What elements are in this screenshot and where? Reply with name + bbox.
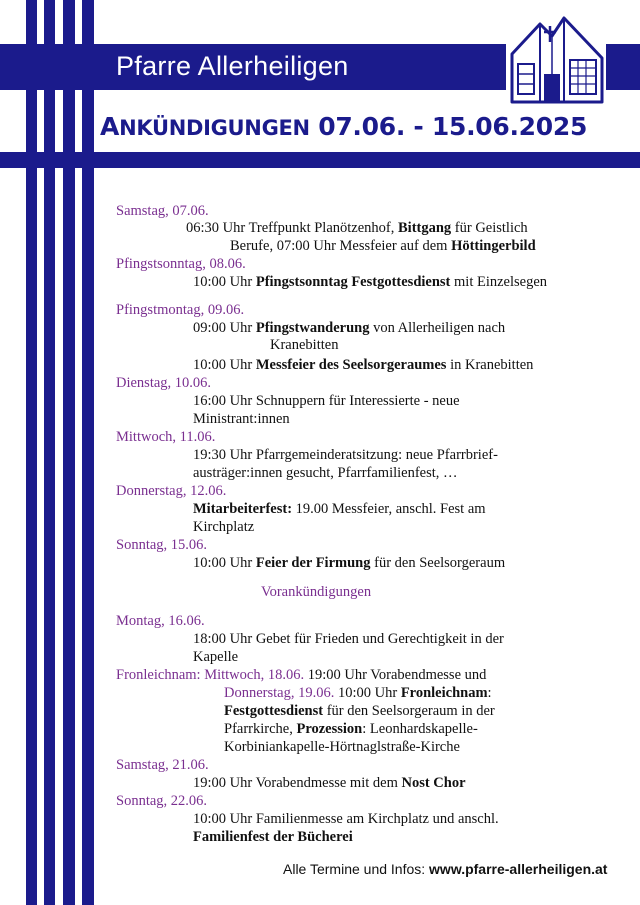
event-text: Kapelle <box>193 649 239 665</box>
decor-stripe <box>63 0 75 905</box>
event-text: 19:00 Uhr Vorabendmesse mit dem Nost Chor <box>193 775 466 791</box>
section-heading: Vorankündigungen <box>261 584 372 600</box>
event-text: Korbiniankapelle-Hörtnaglstraße-Kirche <box>224 739 460 755</box>
day-heading: Sonntag, 22.06. <box>116 793 208 809</box>
day-heading: Samstag, 07.06. <box>116 203 209 219</box>
day-heading: Mittwoch, 11.06. <box>116 429 216 445</box>
parish-name: Pfarre Allerheiligen <box>116 51 349 81</box>
day-heading: Pfingstmontag, 09.06. <box>116 302 245 318</box>
event-text: Berufe, 07:00 Uhr Messfeier auf dem Höttingerbild <box>230 238 536 254</box>
day-heading: Dienstag, 10.06. <box>116 375 212 391</box>
day-heading: Montag, 16.06. <box>116 613 205 629</box>
event-text: Familienfest der Bücherei <box>193 829 353 845</box>
decor-stripe <box>82 0 94 905</box>
event-text: 09:00 Uhr Pfingstwanderung von Allerheiligen nach <box>193 320 506 336</box>
event-text: Mitarbeiterfest: 19.00 Messfeier, anschl. Fest am <box>193 501 486 517</box>
event-text: 19:30 Uhr Pfarrgemeinderatsitzung: neue Pfarrbrief- <box>193 447 498 463</box>
event-text: Ministrant:innen <box>193 411 290 427</box>
footer-info: Alle Termine und Infos: www.pfarre-allerheiligen.at <box>283 861 608 877</box>
event-text: 18:00 Uhr Gebet für Frieden und Gerechtigkeit in der <box>193 631 504 647</box>
page-title: ANKÜNDIGUNGEN 07.06. - 15.06.2025 <box>100 112 588 141</box>
day-heading: Pfingstsonntag, 08.06. <box>116 256 246 272</box>
divider-bar <box>0 152 640 168</box>
day-heading: Sonntag, 15.06. <box>116 537 208 553</box>
event-text: Donnerstag, 19.06. 10:00 Uhr Fronleichnam: <box>224 685 492 701</box>
church-logo-icon <box>506 14 606 106</box>
event-text: austräger:innen gesucht, Pfarrfamilienfest, … <box>193 465 458 481</box>
event-text: 10:00 Uhr Familienmesse am Kirchplatz und anschl. <box>193 811 499 827</box>
day-heading: Samstag, 21.06. <box>116 757 209 773</box>
event-text: Kranebitten <box>270 337 339 353</box>
event-text: Kirchplatz <box>193 519 255 535</box>
event-text: 16:00 Uhr Schnuppern für Interessierte - neue <box>193 393 460 409</box>
website-link[interactable]: www.pfarre-allerheiligen.at <box>429 861 608 877</box>
decor-stripe <box>26 0 37 905</box>
event-text: 10:00 Uhr Feier der Firmung für den Seelsorgeraum <box>193 555 506 571</box>
decor-stripe <box>44 0 55 905</box>
event-text: Pfarrkirche, Prozession: Leonhardskapelle- <box>224 721 478 737</box>
event-text: 10:00 Uhr Messfeier des Seelsorgeraumes in Kranebitten <box>193 357 534 373</box>
event-text: Festgottesdienst für den Seelsorgeraum in der <box>224 703 495 719</box>
event-text: Fronleichnam: Mittwoch, 18.06. 19:00 Uhr Vorabendmesse und <box>116 667 487 683</box>
event-text: 10:00 Uhr Pfingstsonntag Festgottesdienst mit Einzelsegen <box>193 274 548 290</box>
event-text: 06:30 Uhr Treffpunkt Planötzenhof, Bittgang für Geistlich <box>186 220 528 236</box>
day-heading: Donnerstag, 12.06. <box>116 483 227 499</box>
